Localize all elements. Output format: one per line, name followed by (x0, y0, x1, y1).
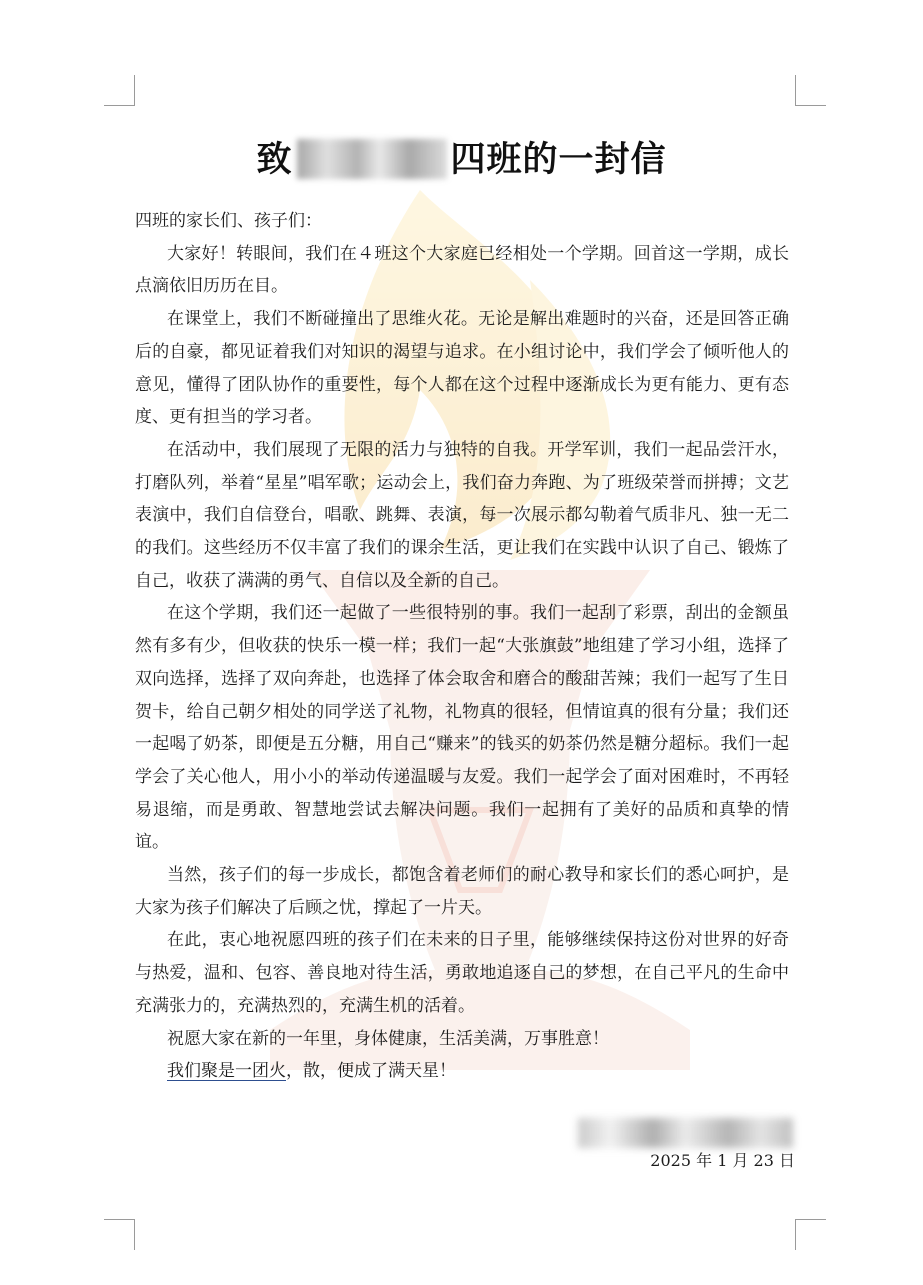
redacted-school-name (297, 139, 447, 179)
letter-title: 致 四班的一封信 (256, 140, 667, 180)
letter-date: 2025 年 1 月 23 日 (650, 1151, 795, 1170)
crop-mark-top-right (795, 75, 826, 106)
paragraph-classroom: 在课堂上，我们不断碰撞出了思维火花。无论是解出难题时的兴奋，还是回答正确后的自豪，都见证着我们对知识的渴望与追求。在小组讨论中，我们学会了倾听他人的意见，懂得了团队协作的重要性，每个人都在这个过程中逐渐成长为更有能力、更有态度、更有担当的学习者。 (135, 309, 789, 428)
crop-mark-bottom-left (104, 1219, 135, 1250)
redacted-signature (578, 1118, 793, 1148)
paragraph-special-events: 在这个学期，我们还一起做了一些很特别的事。我们一起刮了彩票，刮出的金额虽然有多有少，但收获的快乐一模一样；我们一起“大张旗鼓”地组建了学习小组，选择了双向选择，选择了双向奔赴，也选择了体会取舍和磨合的酸甜苦辣；我们一起写了生日贺卡，给自己朝夕相处的同学送了礼物，礼物真的很轻，但情谊真的很有分量；我们还一起喝了奶茶，即便是五分糖，用自己“赚来”的钱买的奶茶仍然是糖分超标。我们一起学会了关心他人，用小小的举动传递温暖与友爱。我们一起学会了面对困难时，不再轻易退缩，而是勇敢、智慧地尝试去解决问题。我们一起拥有了美好的品质和真挚的情谊。 (135, 603, 789, 853)
crop-mark-bottom-right (795, 1219, 826, 1250)
paragraph-wishes: 在此，衷心地祝愿四班的孩子们在未来的日子里，能够继续保持这份对世界的好奇与热爱，温和、包容、善良地对待生活，勇敢地追逐自己的梦想，在自己平凡的生命中充满张力的，充满热烈的，充满生机的活着。 (135, 930, 789, 1016)
closing-underlined-text: 我们聚是一团火 (167, 1061, 286, 1082)
paragraph-new-year: 祝愿大家在新的一年里，身体健康，生活美满，万事胜意！ (167, 1028, 609, 1049)
crop-mark-top-left (104, 75, 135, 106)
salutation: 四班的家长们、孩子们： (135, 211, 322, 231)
paragraph-closing (135, 1055, 789, 1088)
closing-text: ，散，便成了满天星！ (286, 1061, 456, 1082)
letter-body (135, 205, 789, 1088)
paragraph-activities: 在活动中，我们展现了无限的活力与独特的自我。开学军训，我们一起品尝汗水，打磨队列，举着“星星”唱军歌；运动会上，我们奋力奔跑、为了班级荣誉而拼搏；文艺表演中，我们自信登台，唱歌、跳舞、表演，每一次展示都勾勒着气质非凡、独一无二的我们。这些经历不仅丰富了我们的课余生活，更让我们在实践中认识了自己、锻炼了自己，收获了满满的勇气、自信以及全新的自己。 (135, 439, 789, 591)
paragraph-greeting: 大家好！转眼间，我们在４班这个大家庭已经相处一个学期。回首这一学期，成长点滴依旧历历在目。 (135, 243, 789, 297)
paragraph-thanks: 当然，孩子们的每一步成长，都饱含着老师们的耐心教导和家长们的悉心呵护，是大家为孩子们解决了后顾之忧，撑起了一片天。 (135, 865, 789, 918)
